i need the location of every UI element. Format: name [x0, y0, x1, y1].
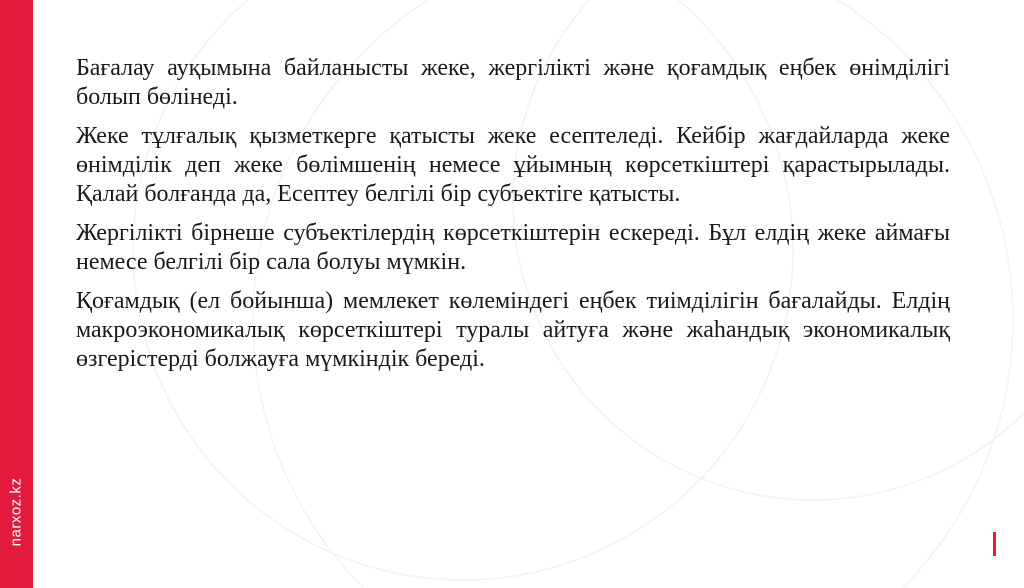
slide-body-text [76, 54, 950, 384]
paragraph-public: Қоғамдық (ел бойынша) мемлекет көлеміндегі еңбек тиімділігін бағалайды. Елдің макроэкономикалық көрсеткіштері туралы айтуға және жаһандық экономикалық өзгерістерді болжауға мүмкіндік береді. [76, 288, 950, 372]
paragraph-individual: Жеке тұлғалық қызметкерге қатысты жеке есептеледі. Кейбір жағдайларда жеке өнімділік деп жеке бөлімшенің немесе ұйымның көрсеткіштері қарастырылады. Қалай болғанда да, Есептеу белгілі бір субъектіге қатысты. [76, 123, 950, 207]
paragraph-scope: Бағалау ауқымына байланысты жеке, жергілікті және қоғамдық еңбек өнімділігі болып бөлінеді. [76, 55, 950, 110]
paragraph-local: Жергілікті бірнеше субъектілердің көрсеткіштерін ескереді. Бұл елдің жеке аймағы немесе белгілі бір сала болуы мүмкін. [76, 220, 950, 275]
site-name-label: narxoz.kz [7, 477, 25, 547]
page-marker [993, 532, 996, 556]
left-sidebar-bar [0, 0, 33, 588]
